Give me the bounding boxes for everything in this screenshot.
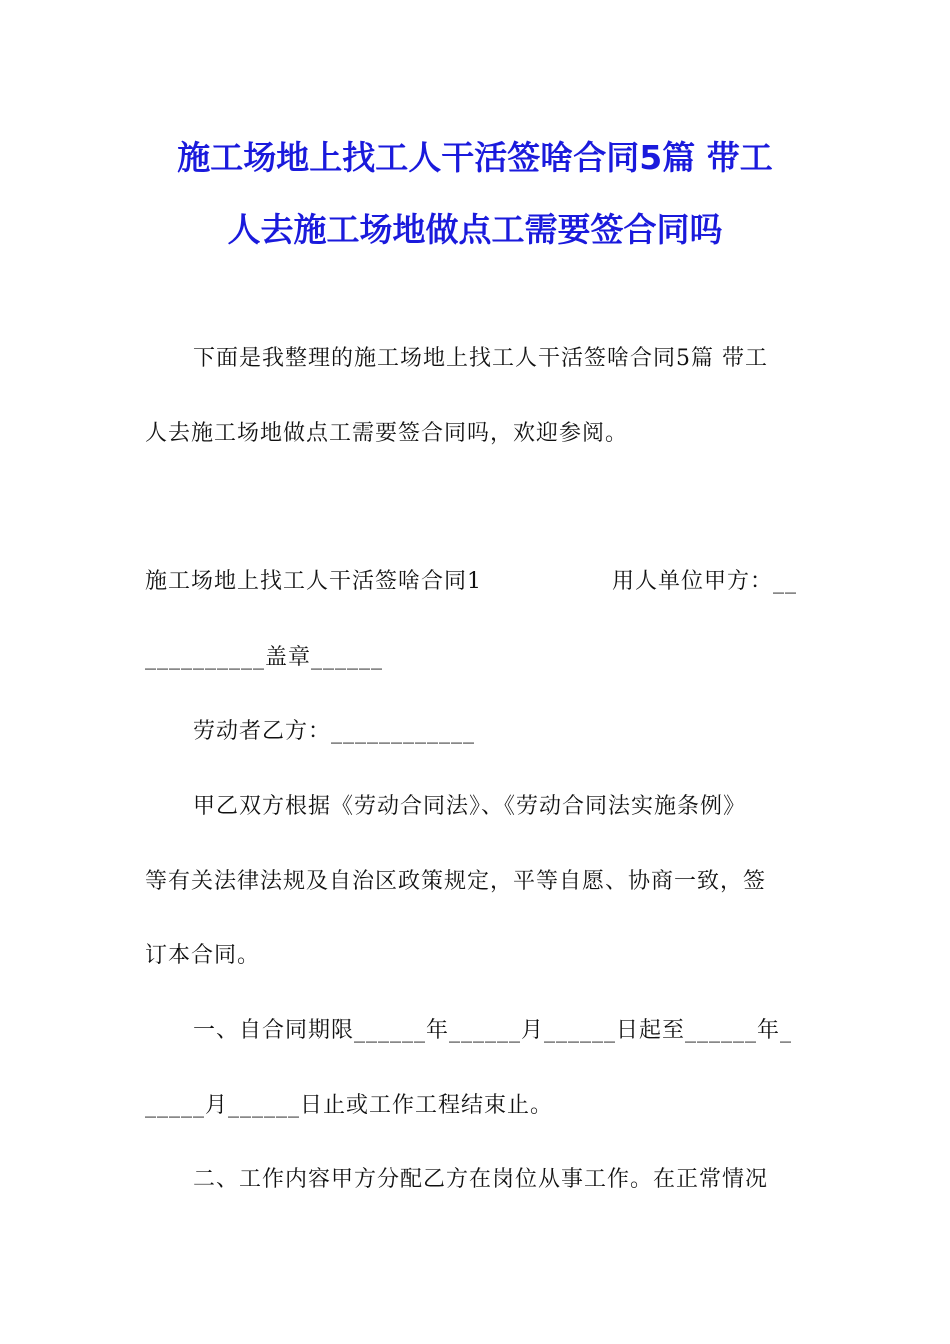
party-a-label: 用人单位甲方：__ [612, 569, 798, 594]
term-clause-line-2: _____月______日止或工作工程结束止。 [145, 1093, 554, 1118]
document-title-line-2: 人去施工场地做点工需要签合同吗 [227, 210, 723, 249]
basis-paragraph-line-3: 订本合同。 [145, 943, 261, 968]
contract-heading: 施工场地上找工人干活签啥合同1 [145, 569, 482, 594]
intro-paragraph-line-2: 人去施工场地做点工需要签合同吗，欢迎参阅。 [145, 421, 629, 446]
work-content-clause-line-1: 二、工作内容甲方分配乙方在岗位从事工作。在正常情况 [193, 1167, 769, 1192]
document-title-line-1: 施工场地上找工人干活签啥合同5篇 带工 [177, 138, 773, 177]
party-a-seal-line: __________盖章______ [145, 645, 384, 670]
party-b-line: 劳动者乙方：____________ [193, 719, 476, 744]
basis-paragraph-line-2: 等有关法律法规及自治区政策规定，平等自愿、协商一致，签 [145, 869, 767, 894]
term-clause-line-1: 一、自合同期限______年______月______日起至______年_ [193, 1018, 793, 1043]
basis-paragraph-line-1: 甲乙双方根据《劳动合同法》、《劳动合同法实施条例》 [193, 794, 747, 819]
intro-paragraph-line-1: 下面是我整理的施工场地上找工人干活签啥合同5篇 带工 [193, 346, 768, 371]
